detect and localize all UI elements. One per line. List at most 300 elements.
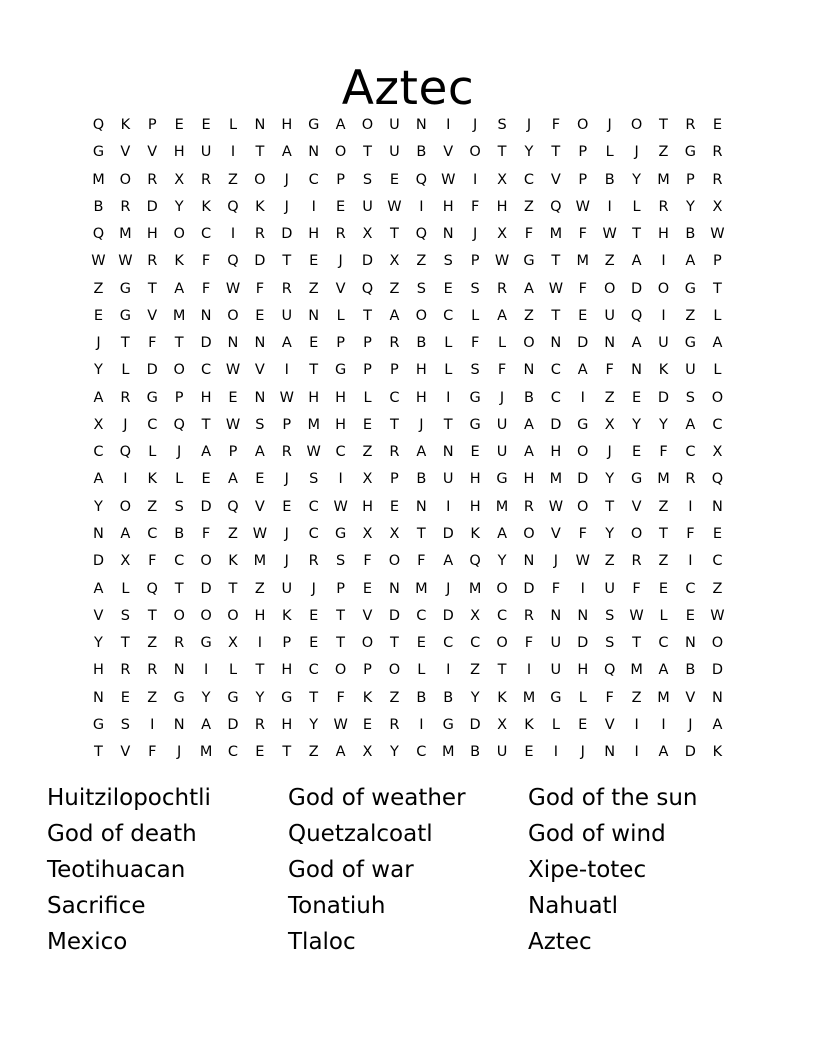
letter-cell[interactable]: L — [551, 716, 560, 733]
letter-cell[interactable]: N — [711, 689, 723, 706]
letter-cell[interactable]: Z — [658, 553, 669, 570]
letter-cell[interactable]: P — [713, 253, 722, 270]
letter-cell[interactable]: C — [93, 444, 104, 461]
letter-cell[interactable]: G — [469, 389, 481, 406]
word-list-item[interactable]: Xipe-totec — [528, 857, 647, 883]
letter-cell[interactable]: D — [630, 280, 643, 297]
letter-cell[interactable]: S — [443, 253, 453, 270]
letter-cell[interactable]: C — [147, 525, 158, 542]
letter-cell[interactable]: Y — [632, 416, 641, 433]
letter-cell[interactable]: P — [686, 171, 695, 188]
letter-cell[interactable]: F — [363, 553, 372, 570]
letter-cell[interactable]: U — [389, 144, 400, 161]
letter-cell[interactable]: D — [200, 498, 212, 515]
letter-cell[interactable]: F — [148, 744, 157, 761]
letter-cell[interactable]: P — [363, 335, 372, 352]
letter-cell[interactable]: N — [93, 525, 104, 542]
letter-cell[interactable]: I — [446, 662, 451, 679]
letter-cell[interactable]: G — [684, 280, 697, 297]
letter-cell[interactable]: C — [201, 226, 212, 243]
letter-cell[interactable]: Y — [659, 416, 668, 433]
letter-cell[interactable]: N — [442, 226, 454, 243]
letter-cell[interactable]: P — [282, 416, 292, 433]
letter-cell[interactable]: J — [473, 117, 478, 133]
letter-cell[interactable]: S — [497, 117, 507, 133]
letter-cell[interactable]: N — [415, 117, 427, 133]
letter-cell[interactable]: I — [311, 198, 316, 215]
letter-cell[interactable]: A — [523, 416, 534, 433]
letter-cell[interactable]: A — [658, 662, 669, 679]
letter-cell[interactable]: Y — [94, 362, 103, 379]
letter-cell[interactable]: U — [200, 144, 212, 161]
letter-cell[interactable]: W — [252, 525, 268, 542]
letter-cell[interactable]: E — [524, 744, 534, 761]
letter-cell[interactable]: M — [495, 498, 509, 515]
letter-cell[interactable]: M — [307, 416, 320, 433]
letter-cell[interactable]: A — [93, 580, 104, 597]
letter-cell[interactable]: Z — [685, 307, 696, 324]
letter-cell[interactable]: J — [499, 389, 505, 406]
letter-cell[interactable]: L — [713, 307, 722, 324]
letter-cell[interactable]: G — [523, 253, 535, 270]
letter-cell[interactable]: U — [496, 744, 508, 761]
letter-cell[interactable]: C — [227, 744, 239, 761]
letter-cell[interactable]: U — [658, 335, 669, 352]
letter-cell[interactable]: I — [661, 253, 666, 270]
letter-cell[interactable]: R — [389, 444, 400, 461]
word-list-item[interactable]: Quetzalcoatl — [288, 821, 433, 847]
letter-cell[interactable]: I — [338, 471, 343, 488]
letter-cell[interactable]: E — [228, 389, 238, 406]
letter-cell[interactable]: Z — [523, 307, 534, 324]
letter-cell[interactable]: Y — [174, 198, 184, 215]
letter-cell[interactable]: K — [120, 117, 131, 133]
letter-cell[interactable]: N — [523, 362, 535, 379]
letter-cell[interactable]: E — [389, 498, 399, 515]
letter-cell[interactable]: Z — [308, 744, 319, 761]
letter-cell[interactable]: Z — [147, 498, 158, 515]
letter-cell[interactable]: O — [361, 117, 374, 133]
letter-cell[interactable]: S — [416, 280, 426, 297]
letter-cell[interactable]: X — [362, 226, 373, 243]
letter-cell[interactable]: U — [604, 307, 615, 324]
letter-cell[interactable]: J — [607, 444, 612, 461]
letter-cell[interactable]: E — [282, 498, 292, 515]
letter-cell[interactable]: X — [497, 226, 508, 243]
letter-cell[interactable]: G — [173, 689, 185, 706]
letter-cell[interactable]: I — [419, 198, 424, 215]
letter-cell[interactable]: C — [416, 744, 427, 761]
letter-cell[interactable]: N — [93, 689, 104, 706]
letter-cell[interactable]: A — [281, 335, 292, 352]
letter-cell[interactable]: F — [578, 280, 587, 297]
letter-cell[interactable]: Y — [524, 144, 534, 161]
word-list-item[interactable]: God of war — [288, 857, 414, 883]
letter-cell[interactable]: N — [227, 335, 239, 352]
letter-cell[interactable]: T — [309, 689, 319, 706]
letter-cell[interactable]: S — [174, 498, 184, 515]
letter-cell[interactable]: A — [93, 389, 104, 406]
letter-cell[interactable]: M — [522, 689, 536, 706]
letter-cell[interactable]: V — [550, 525, 561, 542]
letter-cell[interactable]: D — [577, 335, 589, 352]
letter-cell[interactable]: C — [201, 362, 212, 379]
letter-cell[interactable]: G — [550, 689, 562, 706]
letter-cell[interactable]: Y — [497, 553, 507, 570]
letter-cell[interactable]: R — [335, 226, 346, 243]
letter-cell[interactable]: Z — [389, 280, 400, 297]
letter-cell[interactable]: F — [417, 553, 426, 570]
letter-cell[interactable]: N — [550, 335, 562, 352]
letter-cell[interactable]: Y — [94, 635, 103, 652]
letter-cell[interactable]: N — [254, 389, 266, 406]
letter-cell[interactable]: C — [147, 416, 158, 433]
letter-cell[interactable]: A — [201, 444, 212, 461]
letter-cell[interactable]: V — [254, 498, 265, 515]
letter-cell[interactable]: J — [553, 553, 558, 570]
letter-cell[interactable]: H — [577, 662, 589, 679]
letter-cell[interactable]: Y — [309, 716, 319, 733]
letter-cell[interactable]: P — [174, 389, 184, 406]
letter-cell[interactable]: T — [255, 144, 265, 161]
letter-cell[interactable]: X — [712, 198, 723, 215]
letter-cell[interactable]: L — [228, 662, 238, 679]
letter-cell[interactable]: Z — [658, 144, 669, 161]
letter-cell[interactable]: V — [685, 689, 696, 706]
letter-cell[interactable]: Y — [685, 198, 695, 215]
letter-cell[interactable]: L — [713, 362, 722, 379]
letter-cell[interactable]: M — [468, 580, 482, 597]
letter-cell[interactable]: Y — [605, 471, 615, 488]
letter-cell[interactable]: L — [175, 471, 184, 488]
letter-cell[interactable]: Q — [119, 444, 132, 461]
letter-cell[interactable]: Y — [632, 171, 641, 188]
letter-cell[interactable]: E — [631, 389, 642, 406]
letter-cell[interactable]: A — [335, 117, 346, 133]
letter-cell[interactable]: F — [686, 525, 695, 542]
letter-cell[interactable]: E — [578, 716, 588, 733]
letter-cell[interactable]: T — [363, 144, 372, 161]
letter-cell[interactable]: X — [497, 171, 508, 188]
letter-cell[interactable]: Q — [415, 226, 428, 243]
letter-cell[interactable]: J — [634, 144, 639, 161]
letter-cell[interactable]: D — [146, 198, 158, 215]
letter-cell[interactable]: B — [416, 689, 427, 706]
letter-cell[interactable]: J — [284, 553, 289, 570]
letter-cell[interactable]: F — [201, 525, 211, 542]
letter-cell[interactable]: Y — [470, 689, 480, 706]
letter-cell[interactable]: R — [174, 635, 185, 652]
letter-cell[interactable]: Z — [631, 689, 642, 706]
letter-cell[interactable]: T — [443, 416, 453, 433]
letter-cell[interactable]: O — [603, 280, 616, 297]
letter-cell[interactable]: T — [228, 580, 238, 597]
letter-cell[interactable]: R — [281, 280, 292, 297]
letter-cell[interactable]: X — [389, 525, 400, 542]
word-list-item[interactable]: Aztec — [528, 929, 592, 955]
letter-cell[interactable]: F — [551, 580, 561, 597]
letter-cell[interactable]: V — [362, 607, 373, 624]
letter-cell[interactable]: U — [389, 117, 400, 133]
letter-cell[interactable]: O — [657, 280, 670, 297]
letter-cell[interactable]: W — [279, 389, 294, 406]
letter-cell[interactable]: L — [471, 307, 480, 324]
letter-cell[interactable]: X — [93, 416, 104, 433]
letter-cell[interactable]: S — [470, 280, 480, 297]
letter-cell[interactable]: L — [605, 144, 614, 161]
letter-cell[interactable]: A — [254, 444, 265, 461]
letter-cell[interactable]: F — [578, 525, 587, 542]
letter-cell[interactable]: X — [120, 553, 131, 570]
letter-cell[interactable]: L — [417, 662, 426, 679]
letter-cell[interactable]: J — [526, 117, 532, 133]
letter-cell[interactable]: I — [230, 144, 236, 161]
letter-cell[interactable]: C — [550, 362, 561, 379]
letter-cell[interactable]: F — [148, 553, 157, 570]
letter-cell[interactable]: C — [308, 525, 319, 542]
letter-cell[interactable]: T — [147, 280, 157, 297]
letter-cell[interactable]: N — [523, 553, 535, 570]
letter-cell[interactable]: W — [710, 607, 725, 624]
letter-cell[interactable]: H — [93, 662, 104, 679]
letter-cell[interactable]: O — [227, 607, 239, 624]
letter-cell[interactable]: S — [605, 607, 615, 624]
letter-cell[interactable]: W — [387, 198, 402, 215]
letter-cell[interactable]: J — [580, 744, 585, 761]
letter-cell[interactable]: O — [469, 144, 481, 161]
letter-cell[interactable]: E — [336, 198, 346, 215]
letter-cell[interactable]: T — [605, 498, 615, 515]
letter-cell[interactable]: Z — [470, 662, 481, 679]
letter-cell[interactable]: X — [174, 171, 185, 188]
letter-cell[interactable]: B — [416, 144, 427, 161]
letter-cell[interactable]: O — [523, 525, 535, 542]
letter-cell[interactable]: E — [362, 580, 373, 597]
letter-cell[interactable]: F — [524, 226, 534, 243]
letter-cell[interactable]: T — [94, 744, 103, 761]
letter-cell[interactable]: W — [91, 253, 106, 270]
letter-cell[interactable]: C — [523, 171, 535, 188]
letter-cell[interactable]: V — [443, 144, 454, 161]
letter-cell[interactable]: S — [120, 716, 130, 733]
letter-cell[interactable]: E — [712, 525, 722, 542]
word-list-item[interactable]: God of the sun — [528, 785, 698, 811]
letter-cell[interactable]: R — [631, 553, 642, 570]
letter-cell[interactable]: Q — [630, 307, 643, 324]
letter-cell[interactable]: Q — [227, 498, 239, 515]
letter-cell[interactable]: S — [309, 471, 319, 488]
letter-cell[interactable]: O — [630, 525, 643, 542]
word-list-item[interactable]: God of wind — [528, 821, 666, 847]
letter-cell[interactable]: O — [496, 580, 508, 597]
letter-cell[interactable]: Q — [173, 416, 185, 433]
letter-cell[interactable]: H — [254, 607, 266, 624]
letter-cell[interactable]: M — [549, 471, 563, 488]
letter-cell[interactable]: O — [630, 117, 643, 133]
letter-cell[interactable]: F — [578, 226, 587, 243]
letter-cell[interactable]: D — [469, 716, 481, 733]
letter-cell[interactable]: C — [712, 416, 723, 433]
letter-cell[interactable]: D — [442, 525, 454, 542]
letter-cell[interactable]: W — [629, 607, 644, 624]
letter-cell[interactable]: L — [498, 335, 507, 352]
letter-cell[interactable]: R — [497, 280, 508, 297]
letter-cell[interactable]: E — [255, 307, 265, 324]
letter-cell[interactable]: T — [282, 744, 292, 761]
letter-cell[interactable]: A — [497, 525, 507, 542]
letter-cell[interactable]: A — [228, 471, 238, 488]
letter-cell[interactable]: U — [550, 662, 562, 679]
letter-cell[interactable]: N — [308, 144, 320, 161]
letter-cell[interactable]: E — [309, 607, 319, 624]
letter-cell[interactable]: R — [254, 716, 265, 733]
letter-cell[interactable]: A — [497, 307, 507, 324]
letter-cell[interactable]: P — [363, 662, 372, 679]
letter-cell[interactable]: A — [389, 307, 400, 324]
letter-cell[interactable]: V — [120, 144, 131, 161]
letter-cell[interactable]: F — [659, 444, 668, 461]
letter-cell[interactable]: F — [605, 362, 614, 379]
letter-cell[interactable]: L — [363, 389, 372, 406]
letter-cell[interactable]: D — [388, 607, 400, 624]
letter-cell[interactable]: O — [200, 607, 212, 624]
letter-cell[interactable]: I — [634, 744, 639, 761]
letter-cell[interactable]: T — [120, 635, 130, 652]
letter-cell[interactable]: S — [362, 171, 373, 188]
letter-cell[interactable]: W — [118, 253, 133, 270]
letter-cell[interactable]: D — [254, 253, 266, 270]
letter-cell[interactable]: W — [548, 498, 564, 515]
letter-cell[interactable]: M — [441, 744, 455, 761]
letter-cell[interactable]: G — [92, 144, 105, 161]
letter-cell[interactable]: Q — [711, 471, 724, 488]
letter-cell[interactable]: R — [685, 471, 696, 488]
letter-cell[interactable]: I — [473, 171, 478, 188]
letter-cell[interactable]: F — [605, 689, 614, 706]
letter-cell[interactable]: W — [225, 416, 241, 433]
letter-cell[interactable]: D — [577, 471, 589, 488]
letter-cell[interactable]: E — [470, 444, 480, 461]
letter-cell[interactable]: C — [443, 635, 454, 652]
letter-cell[interactable]: C — [416, 607, 427, 624]
letter-cell[interactable]: D — [711, 662, 723, 679]
letter-cell[interactable]: F — [551, 117, 561, 133]
letter-cell[interactable]: Z — [147, 635, 158, 652]
letter-cell[interactable]: B — [523, 389, 534, 406]
letter-cell[interactable]: Z — [416, 253, 427, 270]
letter-cell[interactable]: A — [631, 253, 642, 270]
letter-cell[interactable]: L — [659, 607, 668, 624]
letter-cell[interactable]: O — [523, 335, 535, 352]
letter-cell[interactable]: D — [200, 335, 212, 352]
letter-cell[interactable]: P — [336, 171, 345, 188]
letter-cell[interactable]: E — [201, 117, 211, 133]
letter-cell[interactable]: O — [711, 389, 724, 406]
letter-cell[interactable]: T — [336, 607, 346, 624]
letter-cell[interactable]: T — [147, 607, 157, 624]
letter-cell[interactable]: T — [389, 226, 399, 243]
letter-cell[interactable]: E — [712, 117, 722, 133]
letter-cell[interactable]: K — [174, 253, 184, 270]
letter-cell[interactable]: A — [712, 335, 723, 352]
letter-cell[interactable]: L — [121, 580, 130, 597]
letter-cell[interactable]: D — [92, 553, 105, 570]
letter-cell[interactable]: V — [604, 716, 615, 733]
letter-cell[interactable]: O — [119, 171, 132, 188]
letter-cell[interactable]: A — [685, 416, 696, 433]
letter-cell[interactable]: W — [333, 498, 348, 515]
letter-cell[interactable]: H — [335, 389, 347, 406]
letter-cell[interactable]: R — [523, 498, 534, 515]
letter-cell[interactable]: N — [604, 335, 616, 352]
letter-cell[interactable]: V — [147, 144, 158, 161]
letter-cell[interactable]: O — [577, 117, 589, 133]
letter-cell[interactable]: J — [607, 117, 612, 133]
letter-cell[interactable]: M — [172, 307, 186, 324]
letter-cell[interactable]: Z — [712, 580, 723, 597]
letter-cell[interactable]: I — [688, 498, 693, 515]
letter-cell[interactable]: H — [550, 444, 562, 461]
letter-cell[interactable]: J — [446, 580, 451, 597]
letter-cell[interactable]: S — [120, 607, 130, 624]
letter-cell[interactable]: G — [469, 416, 481, 433]
letter-cell[interactable]: T — [174, 335, 184, 352]
letter-cell[interactable]: A — [523, 444, 534, 461]
letter-cell[interactable]: J — [177, 744, 182, 761]
letter-cell[interactable]: O — [254, 171, 266, 188]
letter-cell[interactable]: O — [415, 307, 428, 324]
letter-cell[interactable]: I — [230, 226, 236, 243]
letter-cell[interactable]: X — [712, 444, 723, 461]
letter-cell[interactable]: T — [389, 416, 399, 433]
letter-cell[interactable]: N — [577, 607, 589, 624]
letter-cell[interactable]: G — [281, 689, 293, 706]
letter-grid[interactable] — [85, 112, 731, 766]
letter-cell[interactable]: D — [361, 253, 374, 270]
letter-cell[interactable]: H — [442, 198, 454, 215]
letter-cell[interactable]: S — [605, 635, 615, 652]
letter-cell[interactable]: H — [469, 471, 481, 488]
letter-cell[interactable]: W — [225, 280, 241, 297]
letter-cell[interactable]: M — [92, 171, 105, 188]
letter-cell[interactable]: Q — [603, 662, 616, 679]
letter-cell[interactable]: D — [657, 389, 670, 406]
letter-cell[interactable]: A — [174, 280, 185, 297]
letter-cell[interactable]: R — [201, 171, 212, 188]
letter-cell[interactable]: T — [282, 253, 292, 270]
letter-cell[interactable]: G — [92, 716, 105, 733]
letter-cell[interactable]: R — [712, 171, 723, 188]
letter-cell[interactable]: N — [415, 498, 427, 515]
letter-cell[interactable]: Q — [550, 198, 562, 215]
letter-cell[interactable]: Z — [228, 171, 238, 188]
letter-cell[interactable]: P — [390, 362, 399, 379]
letter-cell[interactable]: N — [388, 580, 400, 597]
letter-cell[interactable]: A — [658, 744, 669, 761]
letter-cell[interactable]: Y — [94, 498, 103, 515]
letter-cell[interactable]: P — [147, 117, 157, 133]
letter-cell[interactable]: Z — [604, 253, 615, 270]
letter-cell[interactable]: A — [201, 716, 212, 733]
letter-cell[interactable]: D — [281, 226, 293, 243]
letter-cell[interactable]: Y — [255, 689, 265, 706]
letter-cell[interactable]: J — [338, 253, 343, 270]
letter-cell[interactable]: Z — [389, 689, 400, 706]
letter-cell[interactable]: F — [201, 280, 211, 297]
letter-cell[interactable]: I — [446, 389, 451, 406]
letter-cell[interactable]: J — [177, 444, 182, 461]
letter-cell[interactable]: D — [684, 744, 696, 761]
